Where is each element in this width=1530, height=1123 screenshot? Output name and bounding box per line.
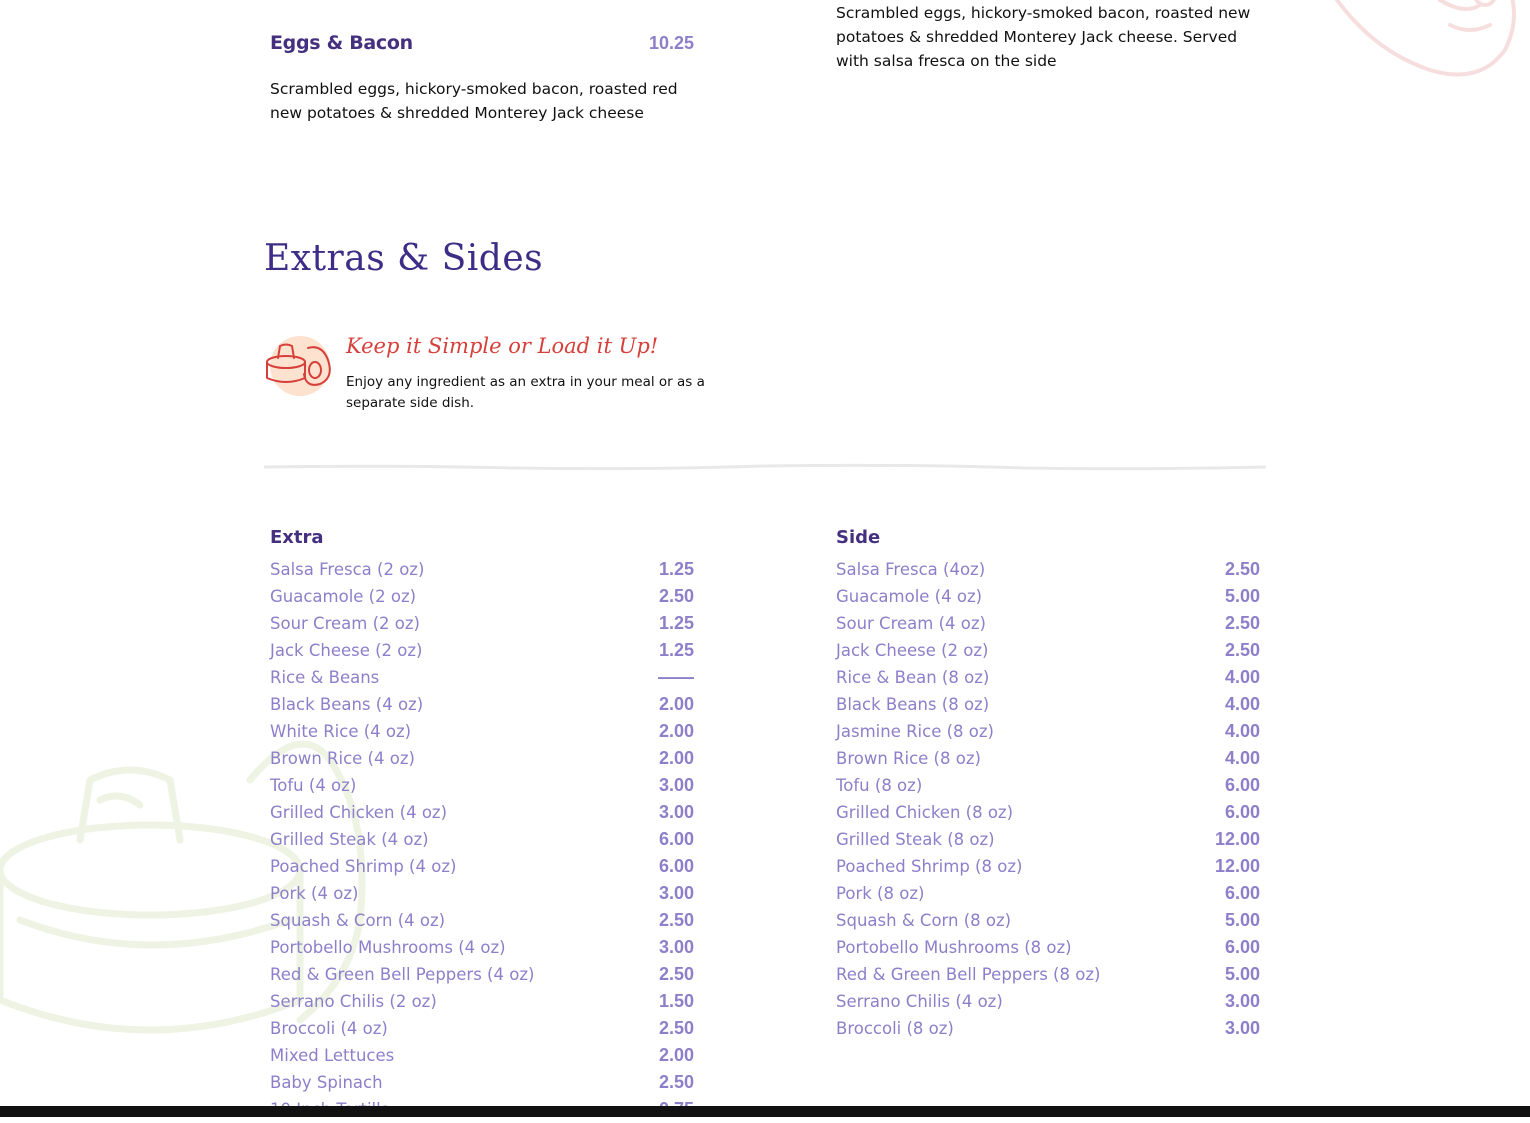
side-list-item xyxy=(836,826,1260,853)
side-item-name: Squash & Corn (8 oz) xyxy=(836,911,1012,930)
extra-item-price: 1.25 xyxy=(658,640,694,660)
extra-item-name: Broccoli (4 oz) xyxy=(270,1019,388,1038)
extra-item-name: Rice & Beans xyxy=(270,668,380,687)
extra-item-name: Serrano Chilis (2 oz) xyxy=(270,992,437,1011)
side-item-price: 2.50 xyxy=(1224,559,1260,579)
extra-list-item xyxy=(270,907,694,934)
section-title: Extras & Sides xyxy=(264,238,544,279)
side-item-price: 4.00 xyxy=(1224,721,1260,741)
side-item-price: 6.00 xyxy=(1224,775,1260,795)
extra-item-price: 2.00 xyxy=(658,694,694,714)
extra-item-price: 2.50 xyxy=(658,1018,694,1038)
side-item-name: Broccoli (8 oz) xyxy=(836,1019,954,1038)
extra-item-name: Grilled Chicken (4 oz) xyxy=(270,803,448,822)
side-item-price: 4.00 xyxy=(1224,694,1260,714)
extra-item-name: Tofu (4 oz) xyxy=(270,776,357,795)
extra-list-item xyxy=(270,691,694,718)
menu-item-description-right: Scrambled eggs, hickory-smoked bacon, roasted new potatoes & shredded Monterey Jack cheese. Served with salsa fresca on the side xyxy=(836,4,1251,70)
extra-item-name: Portobello Mushrooms (4 oz) xyxy=(270,938,506,957)
side-list-item xyxy=(836,934,1260,961)
promo-title: Keep it Simple or Load it Up! xyxy=(346,334,659,358)
extra-list-item xyxy=(270,961,694,988)
side-item-price: 4.00 xyxy=(1224,667,1260,687)
side-list-item xyxy=(836,961,1260,988)
side-item-name: Salsa Fresca (4oz) xyxy=(836,560,986,579)
avocado-pot-icon xyxy=(264,334,336,398)
extra-column xyxy=(270,524,694,1123)
side-item-price: 6.00 xyxy=(1224,802,1260,822)
extra-item-price: 2.00 xyxy=(658,748,694,768)
extra-item-name: Jack Cheese (2 oz) xyxy=(270,641,423,660)
extra-item-name: Sour Cream (2 oz) xyxy=(270,614,420,633)
extra-item-price: 6.00 xyxy=(658,829,694,849)
side-list-item xyxy=(836,853,1260,880)
extra-item-price: 2.00 xyxy=(658,721,694,741)
extra-item-price: 6.00 xyxy=(658,856,694,876)
side-item-price: 12.00 xyxy=(1214,829,1260,849)
extra-item-name: Mixed Lettuces xyxy=(270,1046,395,1065)
extra-list-item xyxy=(270,583,694,610)
extra-list-item xyxy=(270,718,694,745)
side-list-item xyxy=(836,691,1260,718)
side-item-name: Rice & Bean (8 oz) xyxy=(836,668,990,687)
side-item-price: 12.00 xyxy=(1214,856,1260,876)
side-list-item xyxy=(836,745,1260,772)
side-item-price: 5.00 xyxy=(1224,586,1260,606)
side-item-name: Serrano Chilis (4 oz) xyxy=(836,992,1003,1011)
extra-item-name: Brown Rice (4 oz) xyxy=(270,749,415,768)
side-list-item xyxy=(836,664,1260,691)
side-list-item xyxy=(836,637,1260,664)
side-item-name: Grilled Chicken (8 oz) xyxy=(836,803,1014,822)
extra-list-item xyxy=(270,826,694,853)
side-heading: Side xyxy=(836,527,881,548)
extra-item-name: Black Beans (4 oz) xyxy=(270,695,424,714)
side-list-item xyxy=(836,772,1260,799)
extra-item-name: Poached Shrimp (4 oz) xyxy=(270,857,457,876)
promo-text: Enjoy any ingredient as an extra in your meal or as a separate side dish. xyxy=(346,374,705,411)
extra-item-name: Baby Spinach xyxy=(270,1073,383,1092)
side-item-name: Tofu (8 oz) xyxy=(836,776,923,795)
extra-item-price: 3.00 xyxy=(658,802,694,822)
side-item-price: 3.00 xyxy=(1224,1018,1260,1038)
menu-item-title: Eggs & Bacon xyxy=(270,32,413,54)
side-item-name: Guacamole (4 oz) xyxy=(836,587,983,606)
side-list-item xyxy=(836,988,1260,1015)
extra-list-item xyxy=(270,853,694,880)
menu-item-price: 10.25 xyxy=(648,33,694,53)
side-item-price: 6.00 xyxy=(1224,937,1260,957)
bottom-bar xyxy=(0,1106,1530,1117)
side-item-name: Portobello Mushrooms (8 oz) xyxy=(836,938,1072,957)
extra-list-item xyxy=(270,1069,694,1096)
side-item-price: 2.50 xyxy=(1224,640,1260,660)
side-item-price: 5.00 xyxy=(1224,964,1260,984)
extra-item-name: Squash & Corn (4 oz) xyxy=(270,911,446,930)
decorative-food-illustration-icon xyxy=(1290,0,1530,100)
side-list-item xyxy=(836,718,1260,745)
extra-list-item xyxy=(270,556,694,583)
side-list-item xyxy=(836,610,1260,637)
extra-item-price: 2.00 xyxy=(658,1045,694,1065)
side-item-name: Pork (8 oz) xyxy=(836,884,925,903)
side-item-price: 3.00 xyxy=(1224,991,1260,1011)
extra-item-price: 2.50 xyxy=(658,1072,694,1092)
extra-list-item xyxy=(270,1042,694,1069)
extra-item-price: 3.00 xyxy=(658,883,694,903)
side-item-price: 6.00 xyxy=(1224,883,1260,903)
extra-item-price: 1.50 xyxy=(658,991,694,1011)
extra-list-item xyxy=(270,637,694,664)
extra-list-item xyxy=(270,664,694,691)
extra-item-name: Red & Green Bell Peppers (4 oz) xyxy=(270,965,535,984)
side-item-name: Red & Green Bell Peppers (8 oz) xyxy=(836,965,1101,984)
extra-list-item xyxy=(270,799,694,826)
side-list-item xyxy=(836,880,1260,907)
wavy-divider xyxy=(264,460,1266,474)
side-list xyxy=(836,556,1260,1042)
extra-item-price: 1.25 xyxy=(658,613,694,633)
extra-list-item xyxy=(270,880,694,907)
menu-item-description: Scrambled eggs, hickory-smoked bacon, roasted red new potatoes & shredded Monterey Jack cheese xyxy=(270,80,678,122)
extra-list xyxy=(270,556,694,1123)
side-item-name: Jack Cheese (2 oz) xyxy=(836,641,989,660)
extra-item-price: 2.50 xyxy=(658,586,694,606)
extra-list-item xyxy=(270,772,694,799)
side-item-name: Poached Shrimp (8 oz) xyxy=(836,857,1023,876)
extra-item-name: Grilled Steak (4 oz) xyxy=(270,830,429,849)
extra-list-item xyxy=(270,745,694,772)
side-item-name: Grilled Steak (8 oz) xyxy=(836,830,995,849)
side-item-price: 4.00 xyxy=(1224,748,1260,768)
side-list-item xyxy=(836,799,1260,826)
extra-list-item xyxy=(270,1015,694,1042)
side-item-name: Black Beans (8 oz) xyxy=(836,695,990,714)
extra-item-price: 1.25 xyxy=(658,559,694,579)
side-item-name: Sour Cream (4 oz) xyxy=(836,614,986,633)
side-list-item xyxy=(836,556,1260,583)
extra-item-name: Salsa Fresca (2 oz) xyxy=(270,560,425,579)
side-list-item xyxy=(836,907,1260,934)
extra-list-item xyxy=(270,988,694,1015)
extra-list-item xyxy=(270,934,694,961)
extra-item-name: White Rice (4 oz) xyxy=(270,722,412,741)
side-item-name: Jasmine Rice (8 oz) xyxy=(836,722,994,741)
extra-list-item xyxy=(270,610,694,637)
side-column xyxy=(836,524,1260,1042)
side-item-name: Brown Rice (8 oz) xyxy=(836,749,981,768)
side-list-item xyxy=(836,583,1260,610)
side-item-price: 5.00 xyxy=(1224,910,1260,930)
extra-item-price: 2.50 xyxy=(658,910,694,930)
extra-item-price: 3.00 xyxy=(658,937,694,957)
extra-item-name: Guacamole (2 oz) xyxy=(270,587,417,606)
extra-item-price: 2.50 xyxy=(658,964,694,984)
extra-item-price: 3.00 xyxy=(658,775,694,795)
extra-item-price: —— xyxy=(658,667,694,687)
extra-item-name: Pork (4 oz) xyxy=(270,884,359,903)
side-item-price: 2.50 xyxy=(1224,613,1260,633)
side-list-item xyxy=(836,1015,1260,1042)
extra-heading: Extra xyxy=(270,527,324,548)
